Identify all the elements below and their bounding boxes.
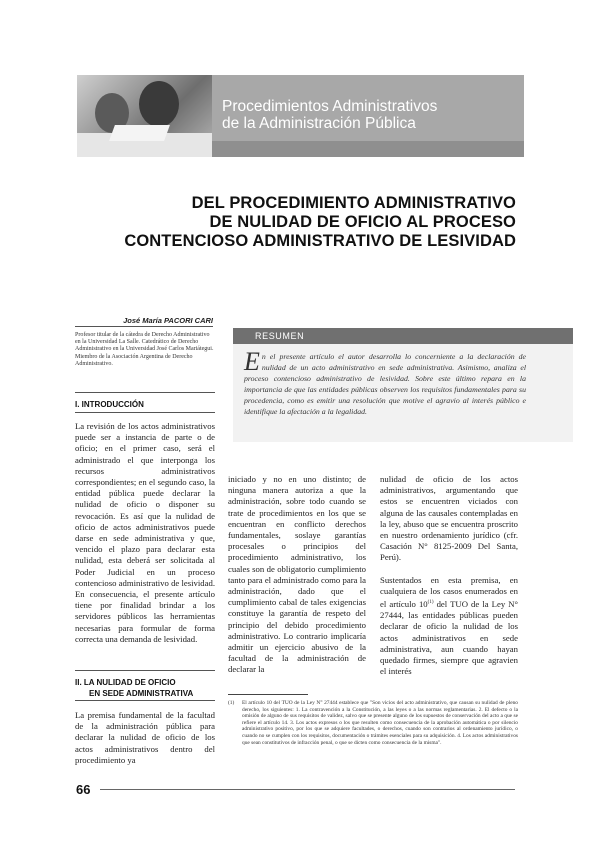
footnote-number: (1) — [228, 700, 235, 706]
footnote-text: El artículo 10 del TUO de la Ley N° 27444 establece que "Son vicios del acto administrativo, que causan su nulidad de pleno derecho, los siguientes: 1. La contravención a la Constitución, a las leyes o a las normas reglamentarias. 2. El defecto o la omisión de alguno de sus requisitos de validez, salvo que se presente alguno de los supuestos de conservación del acto a que se refiere el artículo 14. 3. Los actos expresos o los que resulten como consecuencia de la aprobación automática o por silencio administrativo positivo, por los que se adquiere facultades, o derechos, cuando son contrarios al ordenamiento jurídico, o cuando no se cumplen con los requisitos, documentación o trámites esenciales para su adquisición. 4. Los actos administrativos que sean constitutivos de infracción penal, o que se dicten como consecuencia de la misma". — [242, 700, 518, 746]
section-1-rule-bottom — [75, 412, 215, 413]
footnote — [228, 700, 518, 746]
column-3-paragraph-2-start: Sustentados en esta premisa, en cualquiera de los casos enumerados en el artículo 10 — [380, 574, 518, 609]
article-title-line-2: DE NULIDAD DE OFICIO AL PROCESO — [209, 213, 516, 231]
footnote-divider — [228, 694, 308, 695]
resumen-label: RESUMEN — [255, 331, 305, 341]
section-1-body: La revisión de los actos administrativos puede ser a instancia de parte o de oficio; en el primer caso, será el administrado el que interponga los recursos administrativos correspondientes; en el segundo caso, la entidad pública puede declarar la nulidad de oficio o disponer su revocación. Es así que la nulidad de oficio de actos administrativos puede darse en sede administrativa y que, vencido el plazo para declarar esta nulidad, esta deberá ser solicitada al Poder Judicial en un proceso contencioso administrativo de lesividad. En consecuencia, el presente artículo tiene por finalidad brindar a los servidores públicos las herramientas necesarias para formular de forma correcta una demanda de lesividad. — [75, 421, 215, 644]
section-1-heading: I. INTRODUCCIÓN — [75, 400, 144, 409]
resumen-dropcap: E — [244, 347, 260, 376]
author-name: José María PACORI CARI — [123, 316, 213, 325]
column-3-body — [380, 474, 518, 677]
section-2-heading-line-2: EN SEDE ADMINISTRATIVA — [89, 689, 194, 698]
section-1-rule-top — [75, 392, 215, 393]
resumen-header — [233, 328, 573, 344]
photo-laptop — [109, 125, 170, 141]
column-3-paragraph-2 — [380, 575, 518, 678]
column-2-body: iniciado y no en uno distinto; de ninguna manera autoriza a que la administración, sobre todo cuando se trate de procedimientos en los que se encuentran en conflicto derechos fundamentales, soslaye garantías procesales o principios del procedimiento administrativo, los cuales son de obligatorio cumplimiento tanto para el administrado como para la administración, dado que el cumplimiento cabal de tales exigencias constituye la garantía de respeto del principio del debido procedimiento administrativo. Lo contrario implicaría admitir un ejercicio abusivo de la facultad de la administración de declarar la — [228, 474, 366, 675]
series-title — [222, 98, 522, 132]
section-2-rule-bottom — [75, 700, 215, 701]
column-3-paragraph-1: nulidad de oficio de los actos administrativos, argumentando que estos se encuentren viciados con alguna de las causales contempladas en la ley, abuso que se encuentra proscrito en nuestro ordenamiento jurídico (cfr. Casación N° 8125-2009 Del Santa, Perú). — [380, 474, 518, 563]
column-3-paragraph-2-end: del TUO de la Ley N° 27444, las entidades públicas pueden declarar de oficio la nulidad de los actos administrativos en sede administrativa, aun cuando hayan quedado firmes, siempre que agravien el interés — [380, 598, 518, 677]
article-title-line-3: CONTENCIOSO ADMINISTRATIVO DE LESIVIDAD — [124, 232, 516, 250]
photo-person-1 — [139, 81, 179, 127]
resumen-body: n el presente artículo el autor desarrolla lo concerniente a la declaración de nulidad de un acto administrativo en sede administrativa. Asimismo, analiza el proceso contencioso administrativo de lesividad. Sobre este último repara en la importancia de que las entidades públicas observen los requisitos fundamentales para su procedencia, como es emitir una resolución que motive el agravio al interés público e identifique la afectación a la legalidad. — [244, 352, 526, 416]
page-number: 66 — [76, 782, 91, 797]
section-2-heading-line-1: II. LA NULIDAD DE OFICIO — [75, 678, 176, 687]
article-title-line-1: DEL PROCEDIMIENTO ADMINISTRATIVO — [191, 194, 516, 212]
resumen-text — [244, 347, 526, 417]
author-bio: Profesor titular de la cátedra de Derecho Administrativo en la Universidad La Salle. Catedrático de Derecho Administrativo en la Universidad José Carlos Mariátegui. Miembro de la Asociación Argentina de Derecho Administrativo. — [75, 332, 214, 367]
page-footer-rule — [100, 789, 515, 790]
article-title — [60, 194, 516, 251]
footnote-reference: (1) — [427, 600, 434, 606]
series-title-line-1: Procedimientos Administrativos — [222, 98, 438, 115]
section-2-heading — [75, 677, 193, 699]
section-2-body: La premisa fundamental de la facultad de la administración pública para declarar la nulidad de oficio de los actos administrativos dentro del procedimiento ya — [75, 710, 215, 765]
series-title-line-2: de la Administración Pública — [222, 115, 416, 132]
author-divider — [75, 326, 213, 327]
section-2-rule-top — [75, 670, 215, 671]
header-photo — [77, 75, 212, 157]
